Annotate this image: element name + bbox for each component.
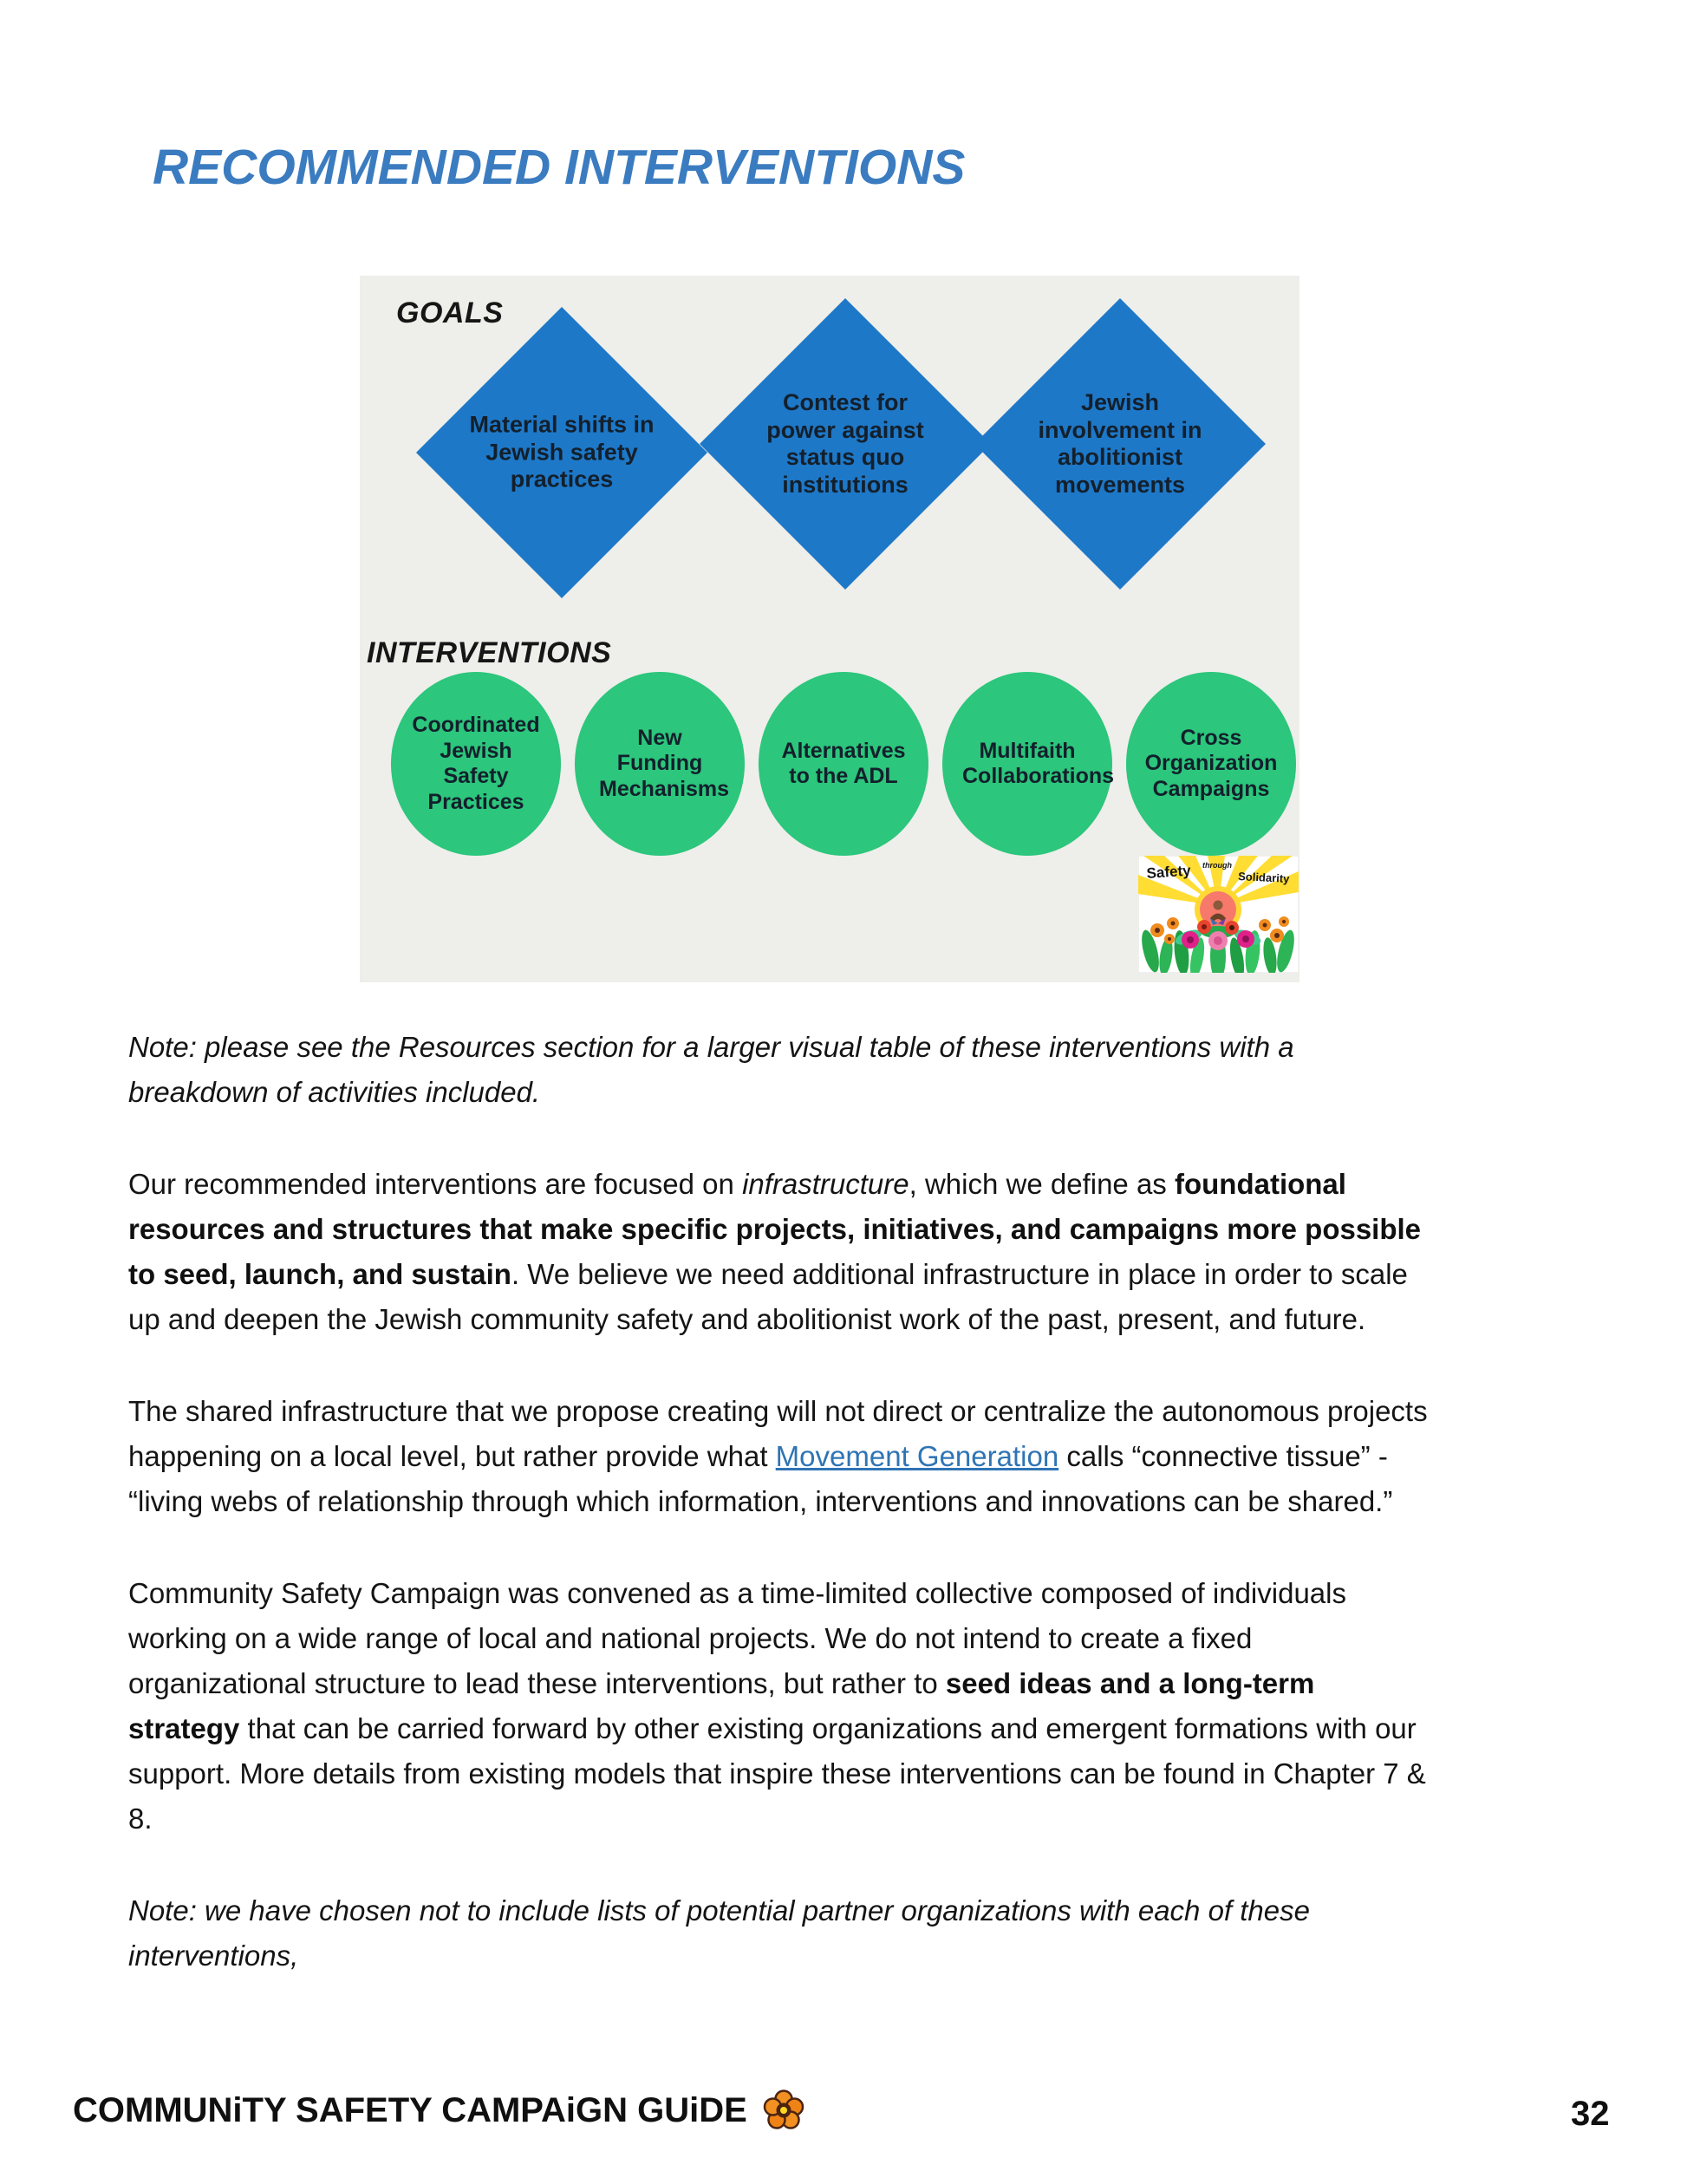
note-paragraph-top [128,1025,1429,1115]
text-run: Community Safety Campaign was convened as a time-limited collective composed of individuals working on a wide range of local and national projects. We do not intend to create a fixed organizational structure to lead these interventions, but rather to [128,1577,1346,1699]
illustration-art [1138,856,1299,973]
intervention-circle-multifaith [942,672,1115,856]
goal-diamond-material-shifts [416,307,707,598]
note-text: Note: we have chosen not to include lists of potential partner organizations with each of these interventions, [128,1894,1310,1972]
interventions-diagram [360,276,1299,982]
footer-brand-text: COMMUNiTY SAFETY CAMPAiGN GUiDE [73,2090,747,2129]
footer-brand [73,2088,806,2133]
text-run: calls “connective tissue” - “living webs of relationship through which information, interventions and innovations can be shared.” [128,1440,1393,1517]
intervention-label: New Funding Mechanisms [599,725,730,801]
text-run-italic: infrastructure [742,1168,909,1200]
page-title: RECOMMENDED INTERVENTIONS [153,140,966,195]
text-run-bold: seed ideas and a long-term strategy [128,1667,1315,1744]
note-paragraph-bottom [128,1888,1429,1979]
intervention-label: Cross Organization Campaigns [1144,725,1278,801]
goals-heading: GOALS [396,297,504,329]
goal-label: Contest for power against status quo institutions [766,388,924,498]
intervention-label: Multifaith Collaborations [962,738,1115,788]
intervention-circle-coordinated-safety [391,672,561,856]
safety-through-solidarity-illustration [1138,856,1299,973]
paragraph-shared-infrastructure [128,1389,1429,1524]
page-number: 32 [1571,2095,1610,2133]
illustration-word-through: through [1202,861,1232,870]
body-text-column [128,1025,1429,2025]
intervention-label: Coordinated Jewish Safety Practices [412,713,540,814]
movement-generation-link[interactable]: Movement Generation [775,1440,1059,1472]
text-run: Our recommended interventions are focused on [128,1168,743,1200]
intervention-circle-funding [575,672,745,856]
goal-label: Jewish involvement in abolitionist movements [1038,388,1202,498]
intervention-circle-cross-org [1126,672,1296,856]
illustration-word-safety: Safety [1145,862,1192,882]
note-text: Note: please see the Resources section for a larger visual table of these interventions with a breakdown of activities included. [128,1031,1294,1108]
intervention-circle-adl-alternatives [759,672,928,856]
text-run: that can be carried forward by other existing organizations and emergent formations with our support. More details from existing models that inspire these interventions can be found in Chapter 7 & 8. [128,1712,1426,1835]
text-run: . We believe we need additional infrastructure in place in order to scale up and deepen the Jewish community safety and abolitionist work of the past, present, and future. [128,1258,1408,1335]
text-run-bold: foundational resources and structures that make specific projects, initiatives, and campaigns more possible to seed, launch, and sustain [128,1168,1422,1290]
illustration-word-solidarity: Solidarity [1237,870,1290,886]
intervention-label: Alternatives to the ADL [781,738,906,788]
text-run: The shared infrastructure that we propose creating will not direct or centralize the autonomous projects happening on a local level, but rather provide what [128,1395,1428,1472]
goal-diamond-contest-power [700,298,991,590]
goal-diamond-abolitionist [974,298,1266,590]
goal-label: Material shifts in Jewish safety practices [469,411,655,492]
interventions-heading: INTERVENTIONS [367,636,612,669]
paragraph-infrastructure [128,1162,1429,1342]
text-run: , which we define as [909,1168,1175,1200]
paragraph-campaign [128,1571,1429,1842]
poppy-flower-icon [761,2088,806,2133]
